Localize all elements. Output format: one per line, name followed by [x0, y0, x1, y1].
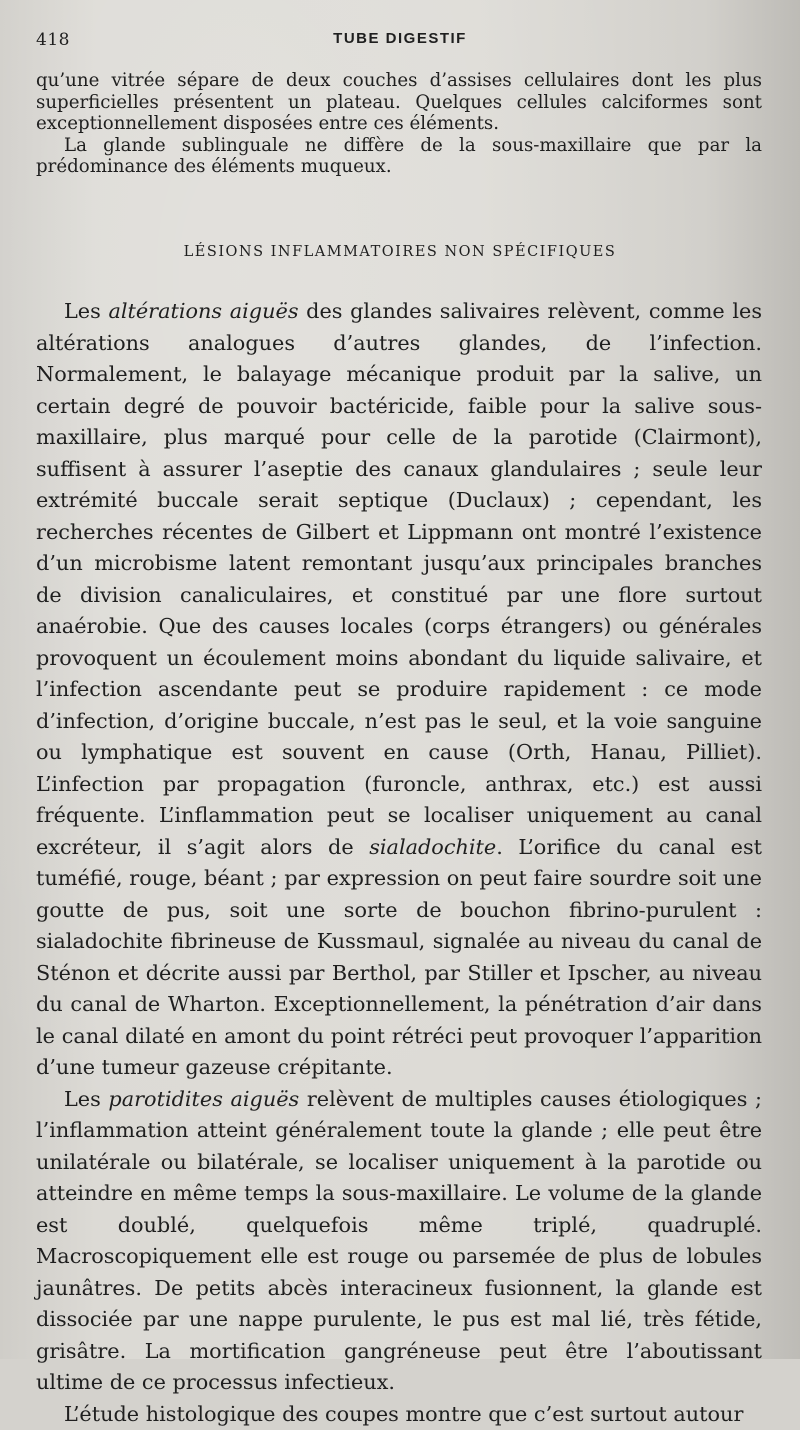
paragraph-histology: L’étude histologique des coupes montre que c’est surtout autour	[36, 1399, 762, 1430]
text-run: . L’orifice du canal est tuméfié, rouge, béant ; par expression on peut faire sourdre soit une goutte de pus, soit une sorte de bouchon fibrino-purulent : sialadochite fibrineuse de Kussmaul, signalée au niveau du canal de Sténon et décrite aussi par Berthol, par Stiller et Ipscher, au niveau du canal de Wharton. Exceptionnellement, la pénétration d’air dans le canal dilaté en amont du point rétréci peut provoquer l’apparition d’une tumeur gazeuse crépitante.	[36, 835, 762, 1080]
italic-term: altérations aiguës	[108, 299, 298, 323]
text-run: Les	[64, 299, 108, 323]
running-title: TUBE DIGESTIF	[36, 30, 764, 47]
main-text-block	[36, 296, 762, 1430]
intro-paragraph-2: La glande sublinguale ne diffère de la sous-maxillaire que par la prédominance des éléments muqueux.	[36, 135, 762, 178]
intro-paragraph-1: qu’une vitrée sépare de deux couches d’assises cellulaires dont les plus superficielles présentent un plateau. Quelques cellules calciformes sont exceptionnellement disposées entre ces éléments.	[36, 70, 762, 135]
paragraph-acute-alterations	[36, 296, 762, 1084]
italic-term: sialadochite	[369, 835, 496, 859]
intro-text-block	[36, 70, 762, 178]
section-heading: LÉSIONS INFLAMMATOIRES NON SPÉCIFIQUES	[0, 244, 800, 260]
text-run: Les	[64, 1087, 108, 1111]
text-run: des glandes salivaires relèvent, comme les altérations analogues d’autres glandes, de l’infection. Normalement, le balayage mécanique produit par la salive, un certain degré de pouvoir bactéricide, faible pour la salive sous-maxillaire, plus marqué pour celle de la parotide (Clairmont), suffisent à assurer l’aseptie des canaux glandulaires ; seule leur extrémité buccale serait septique (Duclaux) ; cependant, les recherches récentes de Gilbert et Lippmann ont montré l’existence d’un microbisme latent remontant jusqu’aux principales branches de division canaliculaires, et constitué par une flore surtout anaérobie. Que des causes locales (corps étrangers) ou générales provoquent un écoulement moins abondant du liquide salivaire, et l’infection ascendante peut se produire rapidement : ce mode d’infection, d’origine buccale, n’est pas le seul, et la voie sanguine ou lymphatique est souvent en cause (Orth, Hanau, Pilliet). L’infection par propagation (furoncle, anthrax, etc.) est aussi fréquente. L’inflammation peut se localiser uniquement au canal excréteur, il s’agit alors de	[36, 299, 762, 859]
italic-term: parotidites aiguës	[108, 1087, 299, 1111]
page-number: 418	[36, 30, 70, 50]
text-run: relèvent de multiples causes étiologiques ; l’inflammation atteint généralement toute la glande ; elle peut être unilatérale ou bilatérale, se localiser uniquement à la parotide ou atteindre en même temps la sous-maxillaire. Le volume de la glande est doublé, quelquefois même triplé, quadruplé. Macroscopiquement elle est rouge ou parsemée de plus de lobules jaunâtres. De petits abcès interacineux fusionnent, la glande est dissociée par une nappe purulente, le pus est mal lié, très fétide, grisâtre. La mortification gangréneuse peut être l’aboutissant ultime de ce processus infectieux.	[36, 1087, 762, 1395]
page-header	[36, 30, 764, 56]
paragraph-acute-parotitis	[36, 1084, 762, 1399]
